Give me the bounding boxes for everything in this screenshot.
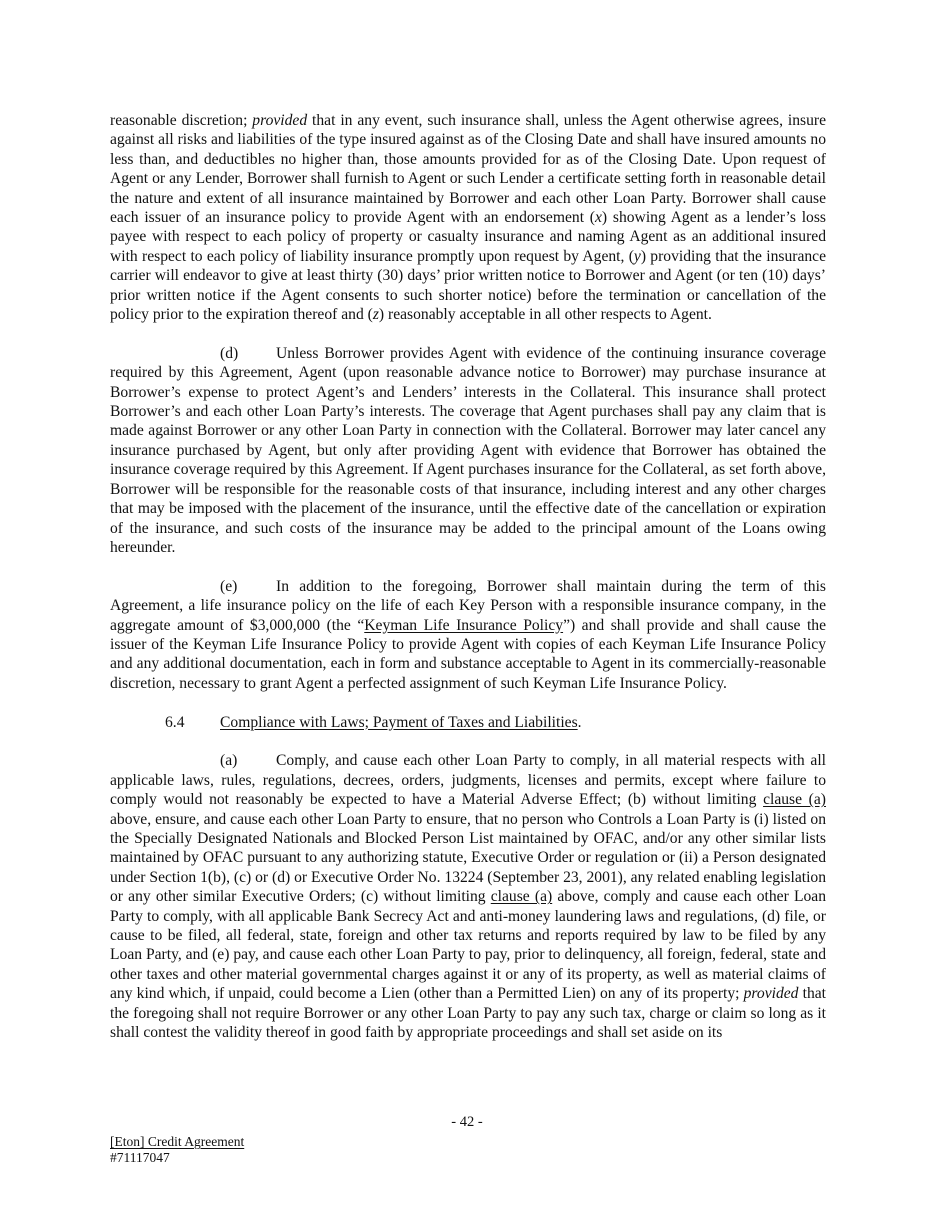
section-number: 6.4 (165, 713, 185, 731)
cross-reference: clause (a) (490, 888, 553, 906)
italic-term: provided (252, 112, 308, 129)
footer-doc-id: #71117047 (110, 1150, 170, 1165)
text-run: Comply, and cause each other Loan Party to comply, in all material respects with all applicable laws, rules, regulations, decrees, orders, judgments, licenses and permits, except where failure to comply would not reasonably be expected to have a Material Adverse Effect; (b) without limiting (110, 752, 826, 809)
italic-term: x (595, 209, 602, 227)
footer-doc-title: [Eton] Credit Agreement (110, 1134, 245, 1149)
text-run: above, comply and cause each other Loan Party to comply, with all applicable Bank Secrecy Act and anti-money laundering laws and regulations, (d) file, or cause to be filed, all federal, state, foreign and other tax returns and reports required by law to be filed by any Loan Party, and (e) pay, and cause each other Loan Party to pay, prior to delinquency, all foreign, federal, state and other taxes and other material governmental charges against it or any of its property, as well as material claims of any kind which, if unpaid, could become a Lien (other than a Permitted Lien) on any of its property; (110, 888, 826, 1003)
text-run: ) showing Agent as a lender’s loss payee with respect to each policy of property or casualty insurance and naming Agent as an additional insured with respect to each policy of liability insurance promptly upon request by Agent, ( (110, 209, 826, 265)
defined-term: Keyman Life Insurance Policy (364, 616, 564, 634)
italic-term: y (633, 247, 641, 265)
text-run: ) providing that the insurance carrier will endeavor to give at least thirty (30) days’ prior written notice to Borrower and Agent (or ten (10) days’ prior written notice if the Agent consents to such shorter notice) before the termination or cancellation of the policy prior to the expiration thereof and ( (110, 247, 827, 324)
document-body (110, 111, 826, 1042)
italic-term: z (372, 306, 379, 324)
section-title: Compliance with Laws; Payment of Taxes and Liabilities (220, 713, 578, 731)
text-run: ) reasonably acceptable in all other respects to Agent. (378, 306, 712, 324)
page-number: - 42 - (451, 1114, 483, 1130)
section-heading (165, 713, 826, 732)
text-run: ”) and shall provide and shall cause the issuer of the Keyman Life Insurance Policy to provide Agent with copies of each Keyman Life Insurance Policy and any additional documentation, each in form and substance acceptable to Agent in its commercially-reasonable discretion, necessary to grant Agent a perfected assignment of such Keyman Life Insurance Policy. (110, 616, 826, 692)
cross-reference: clause (a) (763, 791, 826, 809)
paragraph-e (110, 577, 826, 693)
text-run: above, ensure, and cause each other Loan Party to ensure, that no person who Controls a Loan Party is (i) listed on the Specially Designated Nationals and Blocked Person List maintained by OFAC, and/or any other similar lists maintained by OFAC pursuant to any authorizing statute, Executive Order or regulation or (ii) a Person designated under Section 1(b), (c) or (d) or Executive Order No. 13224 (September 23, 2001), any related enabling legislation or any other similar Executive Orders; (c) without limiting (110, 810, 826, 906)
text-run: In addition to the foregoing, Borrower shall maintain during the term of this Agreement, a life insurance policy on the life of each Key Person with a responsible insurance company, in the aggregate amount of $3,000,000 (the “ (110, 577, 826, 634)
text-run: reasonable discretion; (110, 112, 253, 129)
continuation-paragraph (110, 111, 826, 324)
text-run: . (577, 713, 582, 731)
italic-term: provided (743, 985, 799, 1003)
paragraph-a (110, 751, 826, 1042)
text-run: Unless Borrower provides Agent with evidence of the continuing insurance coverage required by this Agreement, Agent (upon reasonable advance notice to Borrower) may purchase insurance at Borrower’s expense to protect Agent’s and Lenders’ interests in the Collateral. This insurance shall protect Borrower’s and each other Loan Party’s interests. The coverage that Agent purchases shall pay any claim that is made against Borrower or any other Loan Party in connection with the Collateral. Borrower may later cancel any insurance purchased by Agent, but only after providing Agent with evidence that Borrower has obtained the insurance coverage required by this Agreement. If Agent purchases insurance for the Collateral, as set forth above, Borrower will be responsible for the reasonable costs of that insurance, including interest and any other charges that may be imposed with the placement of the insurance, until the effective date of the cancellation or expiration of the insurance, and such costs of the insurance may be added to the principal amount of the Loans owing hereunder. (110, 344, 826, 556)
text-run: that in any event, such insurance shall, unless the Agent otherwise agrees, insure against all risks and liabilities of the type insured against as of the Closing Date and shall have insured amounts no less than, and deductibles no higher than, those amounts provided for as of the Closing Date. Upon request of Agent or any Lender, Borrower shall furnish to Agent or such Lender a certificate setting forth in reasonable detail the nature and extent of all insurance maintained by Borrower and each other Loan Party. Borrower shall cause each issuer of an insurance policy to provide Agent with an endorsement ( (110, 112, 826, 227)
paragraph-label: (d) (220, 344, 239, 362)
paragraph-label: (a) (220, 752, 238, 770)
paragraph-label: (e) (220, 577, 238, 595)
paragraph-d (110, 344, 826, 557)
footer (110, 1134, 244, 1166)
text-run: that the foregoing shall not require Borrower or any other Loan Party to pay any such tax, charge or claim so long as it shall contest the validity thereof in good faith by appropriate proceedings and shall set aside on its (110, 985, 826, 1042)
